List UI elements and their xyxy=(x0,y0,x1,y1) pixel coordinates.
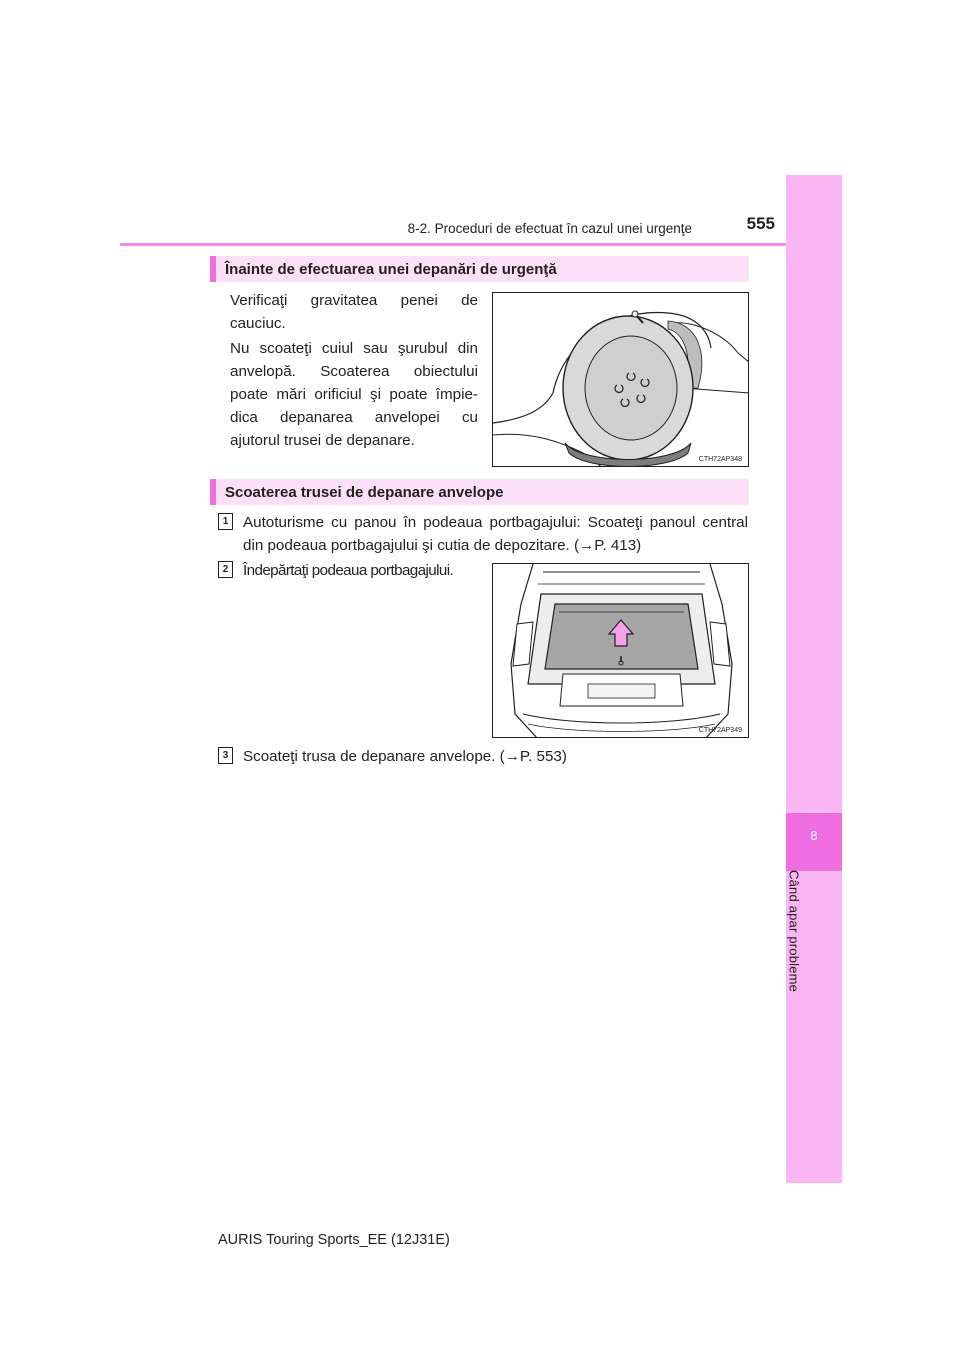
chapter-label: Când apar probleme xyxy=(786,870,802,993)
figure-code-348: CTH72AP348 xyxy=(698,456,742,463)
step-1-badge: 1 xyxy=(218,513,233,530)
header-section-title: 8-2. Proceduri de efectuat în cazul unei urgenţe xyxy=(407,221,692,236)
step-3-text: Scoateţi trusa de depanare anvelope. (→P. 553) xyxy=(243,748,567,765)
step-3-badge: 3 xyxy=(218,747,233,764)
step-2-badge: 2 xyxy=(218,561,233,578)
step-2-text: Îndepărtaţi podeaua portbagajului. xyxy=(243,562,454,579)
chapter-side-tab xyxy=(786,175,842,1183)
chapter-number: 8 xyxy=(810,828,818,843)
page-number: 555 xyxy=(746,214,775,233)
section-heading-remove-kit: Scoaterea trusei de depanare anvelope xyxy=(210,479,749,505)
figure-trunk-floor xyxy=(492,563,749,738)
tire-illustration xyxy=(493,293,749,467)
header-rule xyxy=(120,243,786,246)
trunk-illustration xyxy=(493,564,749,738)
paragraph-do-not-remove-nail: Nu scoateţi cuiul sau şurubul din anvelopă. Scoaterea obiectului poate mări orificiul şi poate împie-dica depanarea anvelopei cu ajutorul trusei de depanare. xyxy=(230,340,478,449)
paragraph-check-severity: Verificaţi gravitatea penei de cauciuc. xyxy=(230,292,478,332)
figure-punctured-tire xyxy=(492,292,749,467)
footer-model: AURIS Touring Sports_EE (12J31E) xyxy=(218,1232,450,1248)
section-heading-before-repair: Înainte de efectuarea unei depanări de urgenţă xyxy=(210,256,749,282)
figure-code-349: CTH72AP349 xyxy=(698,727,742,734)
step-1-text: Autoturisme cu panou în podeaua portbagajului: Scoateţi panoul central din podeaua portbagajului şi cutia de depozitare. (→P. 413) xyxy=(243,514,748,554)
